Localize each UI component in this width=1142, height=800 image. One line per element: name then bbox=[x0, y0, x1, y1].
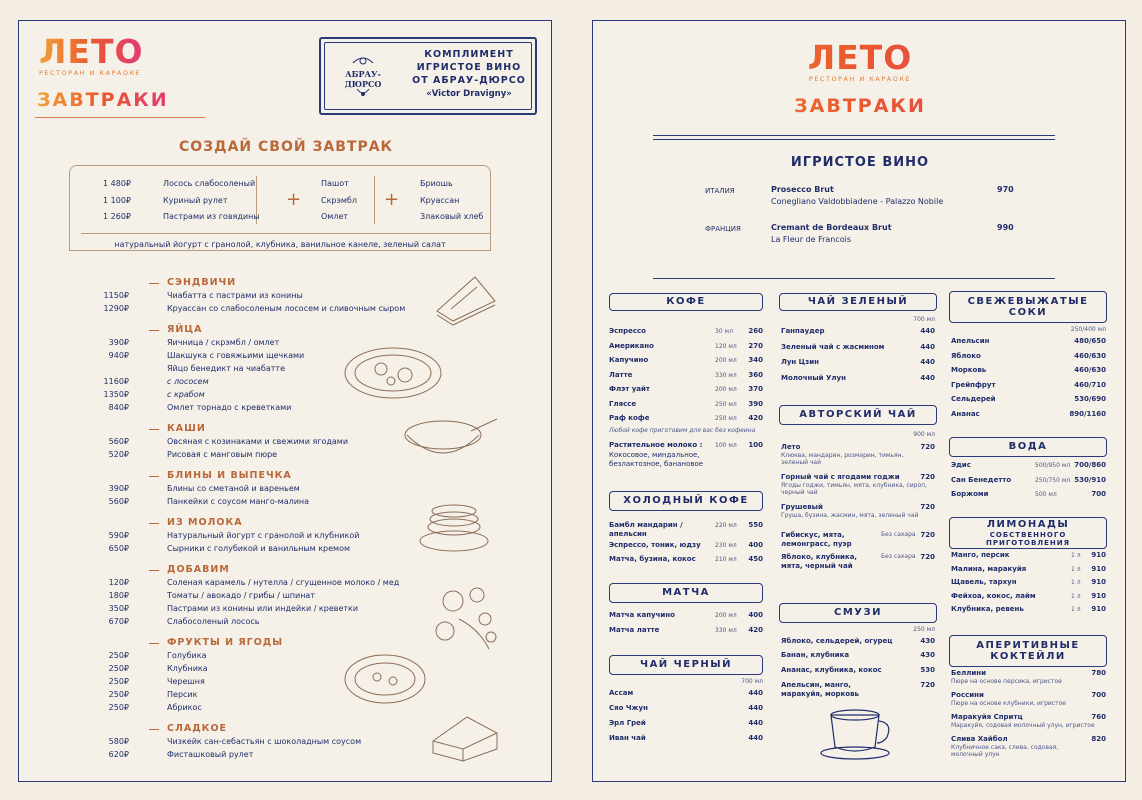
berry-bowl-illustration-icon bbox=[341, 651, 431, 707]
section-title: СОБСТВЕННОГО ПРИГОТОВЛЕНИЯ bbox=[985, 530, 1071, 547]
menu-item-name: Панкейки с соусом манго-малина bbox=[167, 497, 310, 506]
title-underline bbox=[35, 117, 205, 118]
menu-item-name: Фейхоа, кокос, лайм bbox=[951, 591, 1036, 600]
menu-item-name: Голубика bbox=[167, 651, 207, 660]
menu-item-price: 440 bbox=[748, 734, 763, 742]
menu-item-name: Апельсин, манго, bbox=[781, 681, 851, 689]
menu-item-name: Грейпфрут bbox=[951, 380, 996, 389]
menu-item-price: 440 bbox=[920, 373, 935, 382]
menu-item-price: 1150₽ bbox=[103, 291, 129, 300]
menu-item-name: Абрикос bbox=[167, 703, 202, 712]
menu-item-name: Клубника, ревень bbox=[951, 605, 1024, 613]
menu-item-price: 840₽ bbox=[108, 403, 129, 412]
menu-item-name: Ананас, клубника, кокос bbox=[781, 666, 882, 674]
menu-item-price: 120₽ bbox=[108, 578, 129, 587]
menu-item-price: 1350₽ bbox=[103, 390, 129, 399]
menu-item-name: Соленая карамель / нутелла / сгущенное молоко / мед bbox=[167, 578, 400, 587]
build-breakfast-note: натуральный йогурт с гранолой, клубника, ванильное канеле, зеленый салат bbox=[114, 240, 446, 249]
menu-item-name: Яблоко, клубника, bbox=[781, 553, 858, 561]
menu-item-price: 430 bbox=[920, 651, 935, 659]
section-title: СМУЗИ bbox=[834, 607, 882, 619]
section-header bbox=[609, 491, 763, 511]
build-bread-option: Круассан bbox=[420, 195, 460, 205]
menu-item-volume: 120 мл bbox=[715, 342, 737, 350]
build-main-name: Лосось слабосоленый bbox=[163, 179, 256, 188]
menu-item-price: 250₽ bbox=[108, 664, 129, 673]
menu-item-name: Горный чай с ягодами годжи bbox=[781, 473, 900, 481]
menu-item-name: Фисташковый рулет bbox=[167, 750, 254, 759]
menu-item-price: 890/1160 bbox=[1069, 409, 1106, 418]
menu-item-price: 460/710 bbox=[1074, 380, 1106, 389]
menu-item-volume: 1 л bbox=[1071, 592, 1081, 600]
menu-item-name: Сяо Чжун bbox=[609, 704, 648, 712]
menu-item-name: Раф кофе bbox=[609, 414, 650, 422]
menu-item-note: Без сахара bbox=[881, 531, 916, 538]
page-title: ЗАВТРАКИ bbox=[37, 89, 169, 111]
build-bread-option: Злаковый хлеб bbox=[420, 212, 484, 221]
section-header bbox=[949, 517, 1107, 549]
build-egg-option: Пашот bbox=[321, 179, 349, 188]
menu-item-price: 180₽ bbox=[108, 591, 129, 600]
menu-item-name: Матча капучино bbox=[609, 611, 675, 619]
menu-item-name: Молочный Улун bbox=[781, 373, 846, 382]
menu-item-name: Персик bbox=[167, 690, 198, 699]
menu-item-volume: 230 мл bbox=[715, 542, 737, 549]
menu-item-price: 560₽ bbox=[108, 497, 129, 506]
menu-item-name: Ганпаудер bbox=[781, 327, 825, 335]
menu-item-name: Ассам bbox=[609, 689, 634, 697]
porridge-bowl-illustration-icon bbox=[401, 413, 501, 459]
menu-item-price: 720 bbox=[920, 531, 935, 539]
wine-producer: Conegliano Valdobbiadene - Palazzo Nobile bbox=[771, 197, 944, 206]
menu-item-description: Пюре на основе клубники, игристое bbox=[951, 700, 1066, 707]
menu-item-volume: 220 мл bbox=[715, 522, 737, 529]
menu-item-price: 250₽ bbox=[108, 703, 129, 712]
menu-item-name: Эспрессо bbox=[609, 327, 646, 335]
menu-item-name: Омлет торнадо с креветками bbox=[167, 403, 292, 412]
plus-sign: + bbox=[286, 189, 302, 210]
menu-item-price: 530/690 bbox=[1074, 395, 1106, 403]
menu-item-name: Слива Хайбол bbox=[951, 735, 1008, 743]
menu-item-name: Клубника bbox=[167, 664, 208, 673]
menu-item-name: Ананас bbox=[951, 409, 980, 418]
menu-item-volume: 200 мл bbox=[715, 386, 737, 393]
menu-item-price: 260 bbox=[748, 327, 763, 335]
section-header bbox=[949, 291, 1107, 323]
section-title: ЛИМОНАДЫ bbox=[986, 519, 1070, 531]
category-marker bbox=[149, 330, 159, 331]
menu-item-volume: 500/950 мл bbox=[1035, 462, 1071, 469]
menu-item-name: апельсин bbox=[609, 530, 647, 538]
menu-item-price: 360 bbox=[748, 370, 763, 379]
page-title: ЗАВТРАКИ bbox=[593, 95, 1127, 117]
section-title: ЧАЙ ЗЕЛЕНЫЙ bbox=[807, 296, 909, 308]
category-title: ФРУКТЫ И ЯГОДЫ bbox=[167, 637, 284, 648]
section-header bbox=[609, 583, 763, 603]
menu-item-price: 390 bbox=[748, 399, 763, 408]
build-main-name: Пастрами из говядины bbox=[163, 212, 260, 221]
menu-item-name: Россини bbox=[951, 691, 984, 699]
build-egg-option: Скрэмбл bbox=[321, 195, 357, 205]
menu-item-name: Матча, бузина, кокос bbox=[609, 555, 696, 563]
compliment-line-3: ОТ АБРАУ-ДЮРСО bbox=[412, 74, 526, 86]
menu-item-price: 100 bbox=[748, 441, 763, 449]
menu-item-name: Бамбл мандарин / bbox=[609, 521, 683, 529]
menu-item-description: Кокосовое, миндальное, bbox=[609, 451, 700, 459]
menu-item-price: 440 bbox=[920, 342, 935, 351]
menu-item-name: Яблоко bbox=[951, 351, 981, 360]
menu-item-name: Яйцо бенедикт на чиабатте bbox=[167, 364, 285, 373]
menu-item-price: 440 bbox=[748, 704, 763, 712]
menu-item-price: 720 bbox=[920, 681, 935, 689]
menu-item-price: 550 bbox=[748, 521, 763, 529]
menu-item-price: 910 bbox=[1091, 551, 1106, 559]
section-volume: 900 мл bbox=[913, 431, 935, 438]
menu-item-volume: 30 мл bbox=[715, 328, 733, 335]
menu-item-price: 910 bbox=[1091, 591, 1106, 600]
menu-item-price: 480/650 bbox=[1074, 337, 1106, 345]
category-marker bbox=[149, 283, 159, 284]
section-header bbox=[779, 603, 937, 623]
section-volume: 700 мл bbox=[741, 678, 763, 685]
menu-item-volume: 1 л bbox=[1071, 606, 1081, 613]
section-title: КОКТЕЙЛИ bbox=[990, 651, 1066, 662]
wine-country: ИТАЛИЯ bbox=[705, 187, 735, 195]
menu-item-price: 620₽ bbox=[108, 750, 129, 759]
menu-item-price: 440 bbox=[748, 689, 763, 697]
menu-item-price: 720 bbox=[920, 503, 935, 511]
menu-item-price: 910 bbox=[1091, 564, 1106, 573]
menu-item-price: 420 bbox=[748, 414, 763, 422]
logo: ЛЕТО bbox=[39, 32, 144, 71]
menu-item-name: с крабом bbox=[167, 390, 205, 399]
menu-item-price: 910 bbox=[1091, 605, 1106, 613]
menu-item-name: Черешня bbox=[167, 677, 205, 686]
menu-item-volume: 1 л bbox=[1071, 552, 1081, 559]
category-title: КАШИ bbox=[167, 423, 206, 434]
menu-item-price: 700/860 bbox=[1074, 461, 1106, 469]
menu-item-description: черный чай bbox=[781, 489, 818, 496]
wine-name: Prosecco Brut bbox=[771, 185, 834, 194]
menu-item-name: Овсяная с козинаками и свежими ягодами bbox=[167, 437, 349, 446]
menu-item-price: 820 bbox=[1091, 735, 1106, 743]
menu-item-name: Эдис bbox=[951, 461, 971, 469]
logo: ЛЕТО bbox=[593, 41, 1127, 74]
menu-item-name: Латте bbox=[609, 370, 633, 379]
compliment-line-1: КОМПЛИМЕНТ bbox=[424, 49, 514, 60]
section-title: ХОЛОДНЫЙ КОФЕ bbox=[623, 495, 749, 507]
wine-name: Cremant de Bordeaux Brut bbox=[771, 223, 892, 232]
menu-item-price: 760 bbox=[1091, 713, 1106, 721]
menu-item-price: 910 bbox=[1091, 578, 1106, 586]
menu-item-price: 370 bbox=[748, 385, 763, 393]
menu-item-price: 520₽ bbox=[108, 450, 129, 459]
category-marker bbox=[149, 476, 159, 477]
section-title: СОКИ bbox=[1008, 307, 1048, 318]
menu-item-name: Беллини bbox=[951, 669, 986, 677]
menu-item-name: Растительное молоко : bbox=[609, 441, 703, 449]
build-bread-option: Бриошь bbox=[420, 179, 453, 188]
build-main-price: 1 100₽ bbox=[103, 195, 131, 205]
wine-price: 990 bbox=[997, 223, 1014, 232]
wine-title: ИГРИСТОЕ ВИНО bbox=[790, 155, 930, 170]
menu-item-price: 430 bbox=[920, 637, 935, 645]
section-header bbox=[779, 405, 937, 425]
menu-item-volume: 250 мл bbox=[715, 400, 737, 408]
menu-item-name: Банан, клубника bbox=[781, 651, 850, 659]
menu-item-name: Сырники с голубикой и ванильным кремом bbox=[167, 544, 351, 553]
compliment-wine-name: «Victor Dravigny» bbox=[426, 89, 512, 100]
compliment-line-2: ИГРИСТОЕ ВИНО bbox=[416, 61, 522, 73]
build-breakfast-title: СОЗДАЙ СВОЙ ЗАВТРАК bbox=[179, 139, 393, 155]
right-menu-page bbox=[592, 20, 1126, 782]
menu-item-name: Эрл Грей bbox=[609, 719, 646, 727]
wine-price: 970 bbox=[997, 185, 1014, 194]
menu-item-volume: 330 мл bbox=[715, 371, 737, 379]
category-title: СЛАДКОЕ bbox=[167, 723, 228, 734]
menu-item-price: 670₽ bbox=[108, 617, 129, 626]
menu-item-name: Томаты / авокадо / грибы / шпинат bbox=[167, 591, 315, 600]
menu-item-price: 400 bbox=[748, 541, 763, 549]
menu-item-price: 440 bbox=[920, 358, 935, 366]
menu-item-description: Груша, бузина, жасмин, мята, зеленый чай bbox=[781, 512, 919, 519]
menu-item-name: Флэт уайт bbox=[609, 385, 650, 393]
menu-item-name: Боржоми bbox=[951, 490, 989, 498]
sandwich-illustration-icon bbox=[431, 271, 501, 327]
menu-item-name: Зеленый чай с жасмином bbox=[781, 342, 885, 351]
compliment-box bbox=[319, 37, 537, 115]
logo-subtitle: РЕСТОРАН И КАРАОКЕ bbox=[39, 69, 142, 77]
menu-item-name: Лун Цзин bbox=[781, 358, 819, 366]
menu-item-name: Маракуйя Спритц bbox=[951, 713, 1023, 721]
menu-item-price: 700 bbox=[1091, 490, 1106, 498]
category-marker bbox=[149, 523, 159, 524]
section-volume: 250 мл bbox=[913, 626, 935, 633]
wine-country: ФРАНЦИЯ bbox=[705, 225, 741, 233]
menu-item-volume: 210 мл bbox=[715, 556, 737, 563]
eggs-dish-illustration-icon bbox=[341, 343, 445, 403]
menu-item-price: 460/630 bbox=[1074, 366, 1106, 374]
menu-item-price: 1160₽ bbox=[103, 377, 129, 386]
menu-item-price: 250₽ bbox=[108, 677, 129, 686]
menu-item-description: Ягоды годжи, тимьян, мята, клубника, сироп, bbox=[781, 482, 927, 489]
menu-item-price: 580₽ bbox=[108, 737, 129, 746]
menu-item-description: Маракуйя, содовая молочный улун, игристое bbox=[951, 722, 1095, 729]
menu-item-name: Сельдерей bbox=[951, 395, 996, 403]
menu-item-price: 530 bbox=[920, 666, 935, 674]
menu-item-name: Рисовая с манговым пюре bbox=[167, 450, 278, 459]
menu-item-volume: 250/750 мл bbox=[1035, 476, 1071, 484]
menu-item-name: с лососем bbox=[167, 377, 209, 386]
tomatoes-illustration-icon bbox=[429, 579, 509, 659]
menu-item-name: Чизкейк сан-себастьян с шоколадным соусом bbox=[167, 737, 362, 746]
menu-item-price: 390₽ bbox=[108, 338, 129, 347]
wine-producer: La Fleur de Francois bbox=[771, 235, 852, 244]
brand-logo: АБРАУ-ДЮРСО bbox=[331, 51, 395, 107]
section-volume: 250/400 мл bbox=[1070, 326, 1106, 333]
section-title: АПЕРИТИВНЫЕ bbox=[976, 639, 1080, 651]
menu-item-name: Американо bbox=[609, 341, 654, 350]
category-marker bbox=[149, 643, 159, 644]
category-title: БЛИНЫ И ВЫПЕЧКА bbox=[167, 470, 292, 481]
menu-item-price: 450 bbox=[748, 555, 763, 563]
menu-item-price: 590₽ bbox=[108, 531, 129, 540]
left-menu-page bbox=[18, 20, 552, 782]
menu-item-volume: 200 мл bbox=[715, 357, 737, 364]
section-title: ВОДА bbox=[1008, 441, 1048, 453]
plus-sign: + bbox=[384, 189, 400, 210]
section-title: МАТЧА bbox=[662, 587, 710, 599]
category-marker bbox=[149, 729, 159, 730]
menu-item-price: 720 bbox=[920, 553, 935, 561]
menu-item-price: 250₽ bbox=[108, 651, 129, 660]
menu-item-description: безлактозное, банановое bbox=[609, 460, 704, 468]
menu-item-name: Пастрами из конины или индейки / креветки bbox=[167, 604, 359, 613]
build-main-name: Куриный рулет bbox=[163, 195, 228, 205]
cake-slice-illustration-icon bbox=[427, 711, 503, 765]
section-header bbox=[949, 437, 1107, 457]
menu-item-note: Без сахара bbox=[881, 553, 916, 560]
menu-item-price: 530/910 bbox=[1074, 475, 1106, 484]
menu-item-price: 720 bbox=[920, 473, 935, 481]
menu-item-name: Блины со сметаной и вареньем bbox=[167, 484, 300, 493]
menu-item-price: 400 bbox=[748, 611, 763, 619]
menu-item-volume: 250 мл bbox=[715, 415, 737, 422]
menu-item-name: Чиабатта с пастрами из конины bbox=[167, 291, 303, 300]
section-header bbox=[609, 293, 763, 311]
menu-item-price: 340 bbox=[748, 356, 763, 364]
menu-item-description: Клубничное сакэ, слива, содовая, bbox=[951, 744, 1059, 751]
menu-item-name: Капучино bbox=[609, 356, 649, 364]
section-volume: 700 мл bbox=[913, 316, 935, 323]
menu-item-name: Сан Бенедетто bbox=[951, 475, 1012, 484]
menu-item-description: Клюква, мандарин, розмарин, тимьян, bbox=[781, 452, 904, 459]
menu-item-name: Манго, персик bbox=[951, 551, 1010, 559]
menu-item-name: Круассан со слабосоленым лососем и сливочным сыром bbox=[167, 304, 406, 313]
menu-item-price: 270 bbox=[748, 341, 763, 350]
menu-item-name: Иван чай bbox=[609, 734, 646, 742]
menu-item-description: Пюре на основе персика, игристое bbox=[951, 678, 1062, 685]
menu-item-price: 720 bbox=[920, 443, 935, 451]
category-marker bbox=[149, 429, 159, 430]
menu-item-price: 560₽ bbox=[108, 437, 129, 446]
menu-item-price: 650₽ bbox=[108, 544, 129, 553]
section-header bbox=[949, 635, 1107, 667]
menu-item-name: Эспрессо, тоник, юдзу bbox=[609, 541, 701, 549]
build-breakfast-box bbox=[69, 165, 491, 251]
menu-item-volume: 330 мл bbox=[715, 626, 737, 634]
menu-item-name: Яблоко, сельдерей, огурец bbox=[781, 637, 893, 645]
menu-item-name: Малина, маракуйя bbox=[951, 564, 1027, 573]
section-header bbox=[779, 293, 937, 311]
menu-item-name: Матча латте bbox=[609, 625, 660, 634]
build-main-price: 1 480₽ bbox=[103, 179, 131, 188]
category-marker bbox=[149, 570, 159, 571]
menu-item-description: молочный улун bbox=[951, 751, 1000, 758]
build-egg-option: Омлет bbox=[321, 212, 349, 221]
build-main-price: 1 260₽ bbox=[103, 212, 131, 221]
menu-item-name: Слабосоленый лосось bbox=[167, 617, 260, 626]
category-title: ИЗ МОЛОКА bbox=[167, 517, 243, 528]
menu-item-price: 350₽ bbox=[108, 604, 129, 613]
menu-item-name: мята, черный чай bbox=[781, 562, 853, 570]
section-title: АВТОРСКИЙ ЧАЙ bbox=[799, 409, 917, 421]
section-header bbox=[609, 655, 763, 675]
category-title: ЯЙЦА bbox=[167, 324, 203, 335]
menu-item-name: Морковь bbox=[951, 366, 987, 374]
logo-subtitle: РЕСТОРАН И КАРАОКЕ bbox=[808, 75, 912, 83]
menu-item-volume: 1 л bbox=[1071, 579, 1081, 586]
menu-item-name: Лето bbox=[781, 443, 801, 451]
menu-item-price: 440 bbox=[920, 327, 935, 335]
section-title: ЧАЙ ЧЕРНЫЙ bbox=[639, 659, 732, 671]
coffee-decaf-note: Любой кофе приготовим для вас без кофеина bbox=[609, 427, 756, 434]
menu-item-price: 420 bbox=[748, 625, 763, 634]
coffee-cup-illustration-icon bbox=[819, 701, 897, 761]
menu-item-volume: 1 л bbox=[1071, 565, 1081, 573]
category-title: СЭНДВИЧИ bbox=[167, 277, 237, 288]
menu-item-price: 440 bbox=[748, 719, 763, 727]
menu-item-price: 460/630 bbox=[1074, 351, 1106, 360]
menu-item-price: 700 bbox=[1091, 691, 1106, 699]
menu-item-name: Гибискус, мята, bbox=[781, 531, 845, 539]
menu-item-name: Яичница / скрэмбл / омлет bbox=[167, 338, 280, 347]
menu-item-price: 940₽ bbox=[108, 351, 129, 360]
menu-item-name: Гляссе bbox=[609, 399, 637, 408]
menu-item-volume: 100 мл bbox=[715, 442, 737, 449]
menu-item-volume: 200 мл bbox=[715, 612, 737, 619]
menu-item-name: Шакшука с говяжьими щечками bbox=[167, 351, 305, 360]
menu-item-name: маракуйя, морковь bbox=[781, 690, 859, 698]
menu-item-name: Щавель, тархун bbox=[951, 578, 1017, 586]
menu-item-volume: 500 мл bbox=[1035, 491, 1057, 498]
menu-item-price: 1290₽ bbox=[103, 304, 129, 313]
menu-item-name: лемонграсс, пуэр bbox=[781, 540, 852, 548]
pancakes-illustration-icon bbox=[417, 497, 491, 557]
menu-item-price: 780 bbox=[1091, 669, 1106, 677]
menu-item-description: зеленый чай bbox=[781, 459, 821, 466]
section-title: СВЕЖЕВЫЖАТЫЕ bbox=[967, 295, 1089, 307]
menu-item-name: Натуральный йогурт с гранолой и клубникой bbox=[167, 531, 360, 540]
menu-item-name: Грушевый bbox=[781, 503, 823, 511]
category-title: ДОБАВИМ bbox=[167, 564, 230, 575]
section-title: КОФЕ bbox=[666, 296, 706, 308]
menu-item-price: 250₽ bbox=[108, 690, 129, 699]
menu-item-name: Апельсин bbox=[951, 337, 990, 345]
menu-item-price: 390₽ bbox=[108, 484, 129, 493]
